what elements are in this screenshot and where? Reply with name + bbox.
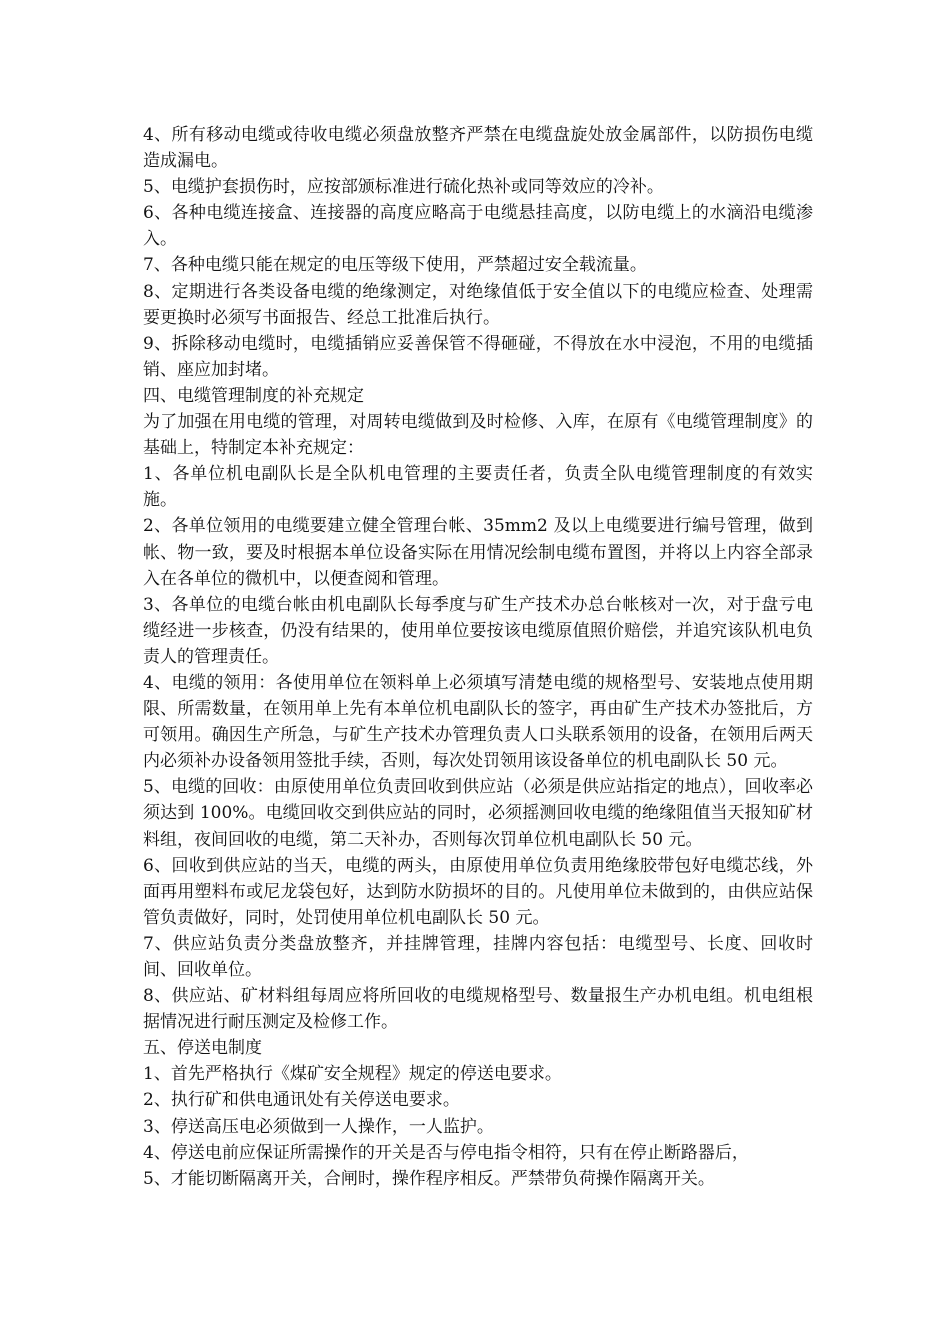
section-heading: 五、停送电制度 (143, 1038, 262, 1059)
paragraph: 4、电缆的领用：各使用单位在领料单上必须填写清楚电缆的规格型号、安装地点使用期限、所需数量，在领用单上先有本单位机电副队长的签字，再由矿生产技术办签批后，方可领用。确因生产所急，与矿生产技术办管理负责人口头联系领用的设备，在领用后两天内必须补办设备领用签批手续，否则，每次处罚领用该设备单位的机电副队长 50 元。 (143, 672, 813, 772)
paragraph: 3、停送高压电必须做到一人操作，一人监护。 (143, 1116, 494, 1137)
paragraph: 6、各种电缆连接盒、连接器的高度应略高于电缆悬挂高度，以防电缆上的水滴沿电缆渗入。 (143, 203, 813, 250)
paragraph: 5、电缆的回收：由原使用单位负责回收到供应站（必须是供应站指定的地点），回收率必须达到 100%。电缆回收交到供应站的同时，必须摇测回收电缆的绝缘阻值当天报知矿材料组，夜间回收的电缆，第二天补办，否则每次罚单位机电副队长 50 元。 (143, 777, 813, 850)
paragraph: 为了加强在用电缆的管理，对周转电缆做到及时检修、入库，在原有《电缆管理制度》的基础上，特制定本补充规定： (143, 412, 813, 459)
paragraph: 8、定期进行各类设备电缆的绝缘测定，对绝缘值低于安全值以下的电缆应检查、处理需要更换时必须写书面报告、经总工批准后执行。 (143, 281, 813, 328)
paragraph: 5、电缆护套损伤时，应按部颁标准进行硫化热补或同等效应的冷补。 (143, 177, 664, 198)
paragraph: 4、停送电前应保证所需操作的开关是否与停电指令相符，只有在停止断路器后， (143, 1142, 749, 1163)
section-heading: 四、电缆管理制度的补充规定 (143, 385, 364, 406)
paragraph: 3、各单位的电缆台帐由机电副队长每季度与矿生产技术办总台帐核对一次，对于盘亏电缆经进一步核查，仍没有结果的，使用单位要按该电缆原值照价赔偿，并追究该队机电负责人的管理责任。 (143, 594, 813, 667)
paragraph: 2、各单位领用的电缆要建立健全管理台帐、35mm2 及以上电缆要进行编号管理，做到帐、物一致，要及时根据本单位设备实际在用情况绘制电缆布置图，并将以上内容全部录入在各单位的微机中，以便查阅和管理。 (143, 516, 813, 589)
document-body (143, 122, 813, 1192)
paragraph: 9、拆除移动电缆时，电缆插销应妥善保管不得砸碰，不得放在水中浸泡，不用的电缆插销、座应加封堵。 (143, 333, 813, 380)
paragraph: 7、供应站负责分类盘放整齐，并挂牌管理，挂牌内容包括：电缆型号、长度、回收时间、回收单位。 (143, 933, 813, 980)
paragraph: 8、供应站、矿材料组每周应将所回收的电缆规格型号、数量报生产办机电组。机电组根据情况进行耐压测定及检修工作。 (143, 986, 813, 1033)
paragraph: 1、各单位机电副队长是全队机电管理的主要责任者，负责全队电缆管理制度的有效实施。 (143, 464, 813, 511)
paragraph: 1、首先严格执行《煤矿安全规程》规定的停送电要求。 (143, 1064, 562, 1085)
paragraph: 5、才能切断隔离开关，合闸时，操作程序相反。严禁带负荷操作隔离开关。 (143, 1168, 715, 1189)
paragraph: 2、执行矿和供电通讯处有关停送电要求。 (143, 1090, 460, 1111)
paragraph: 7、各种电缆只能在规定的电压等级下使用，严禁超过安全载流量。 (143, 255, 647, 276)
paragraph: 6、回收到供应站的当天，电缆的两头，由原使用单位负责用绝缘胶带包好电缆芯线，外面再用塑料布或尼龙袋包好，达到防水防损坏的目的。凡使用单位未做到的，由供应站保管负责做好，同时，处罚使用单位机电副队长 50 元。 (143, 855, 813, 928)
paragraph: 4、所有移动电缆或待收电缆必须盘放整齐严禁在电缆盘旋处放金属部件，以防损伤电缆造成漏电。 (143, 125, 813, 172)
